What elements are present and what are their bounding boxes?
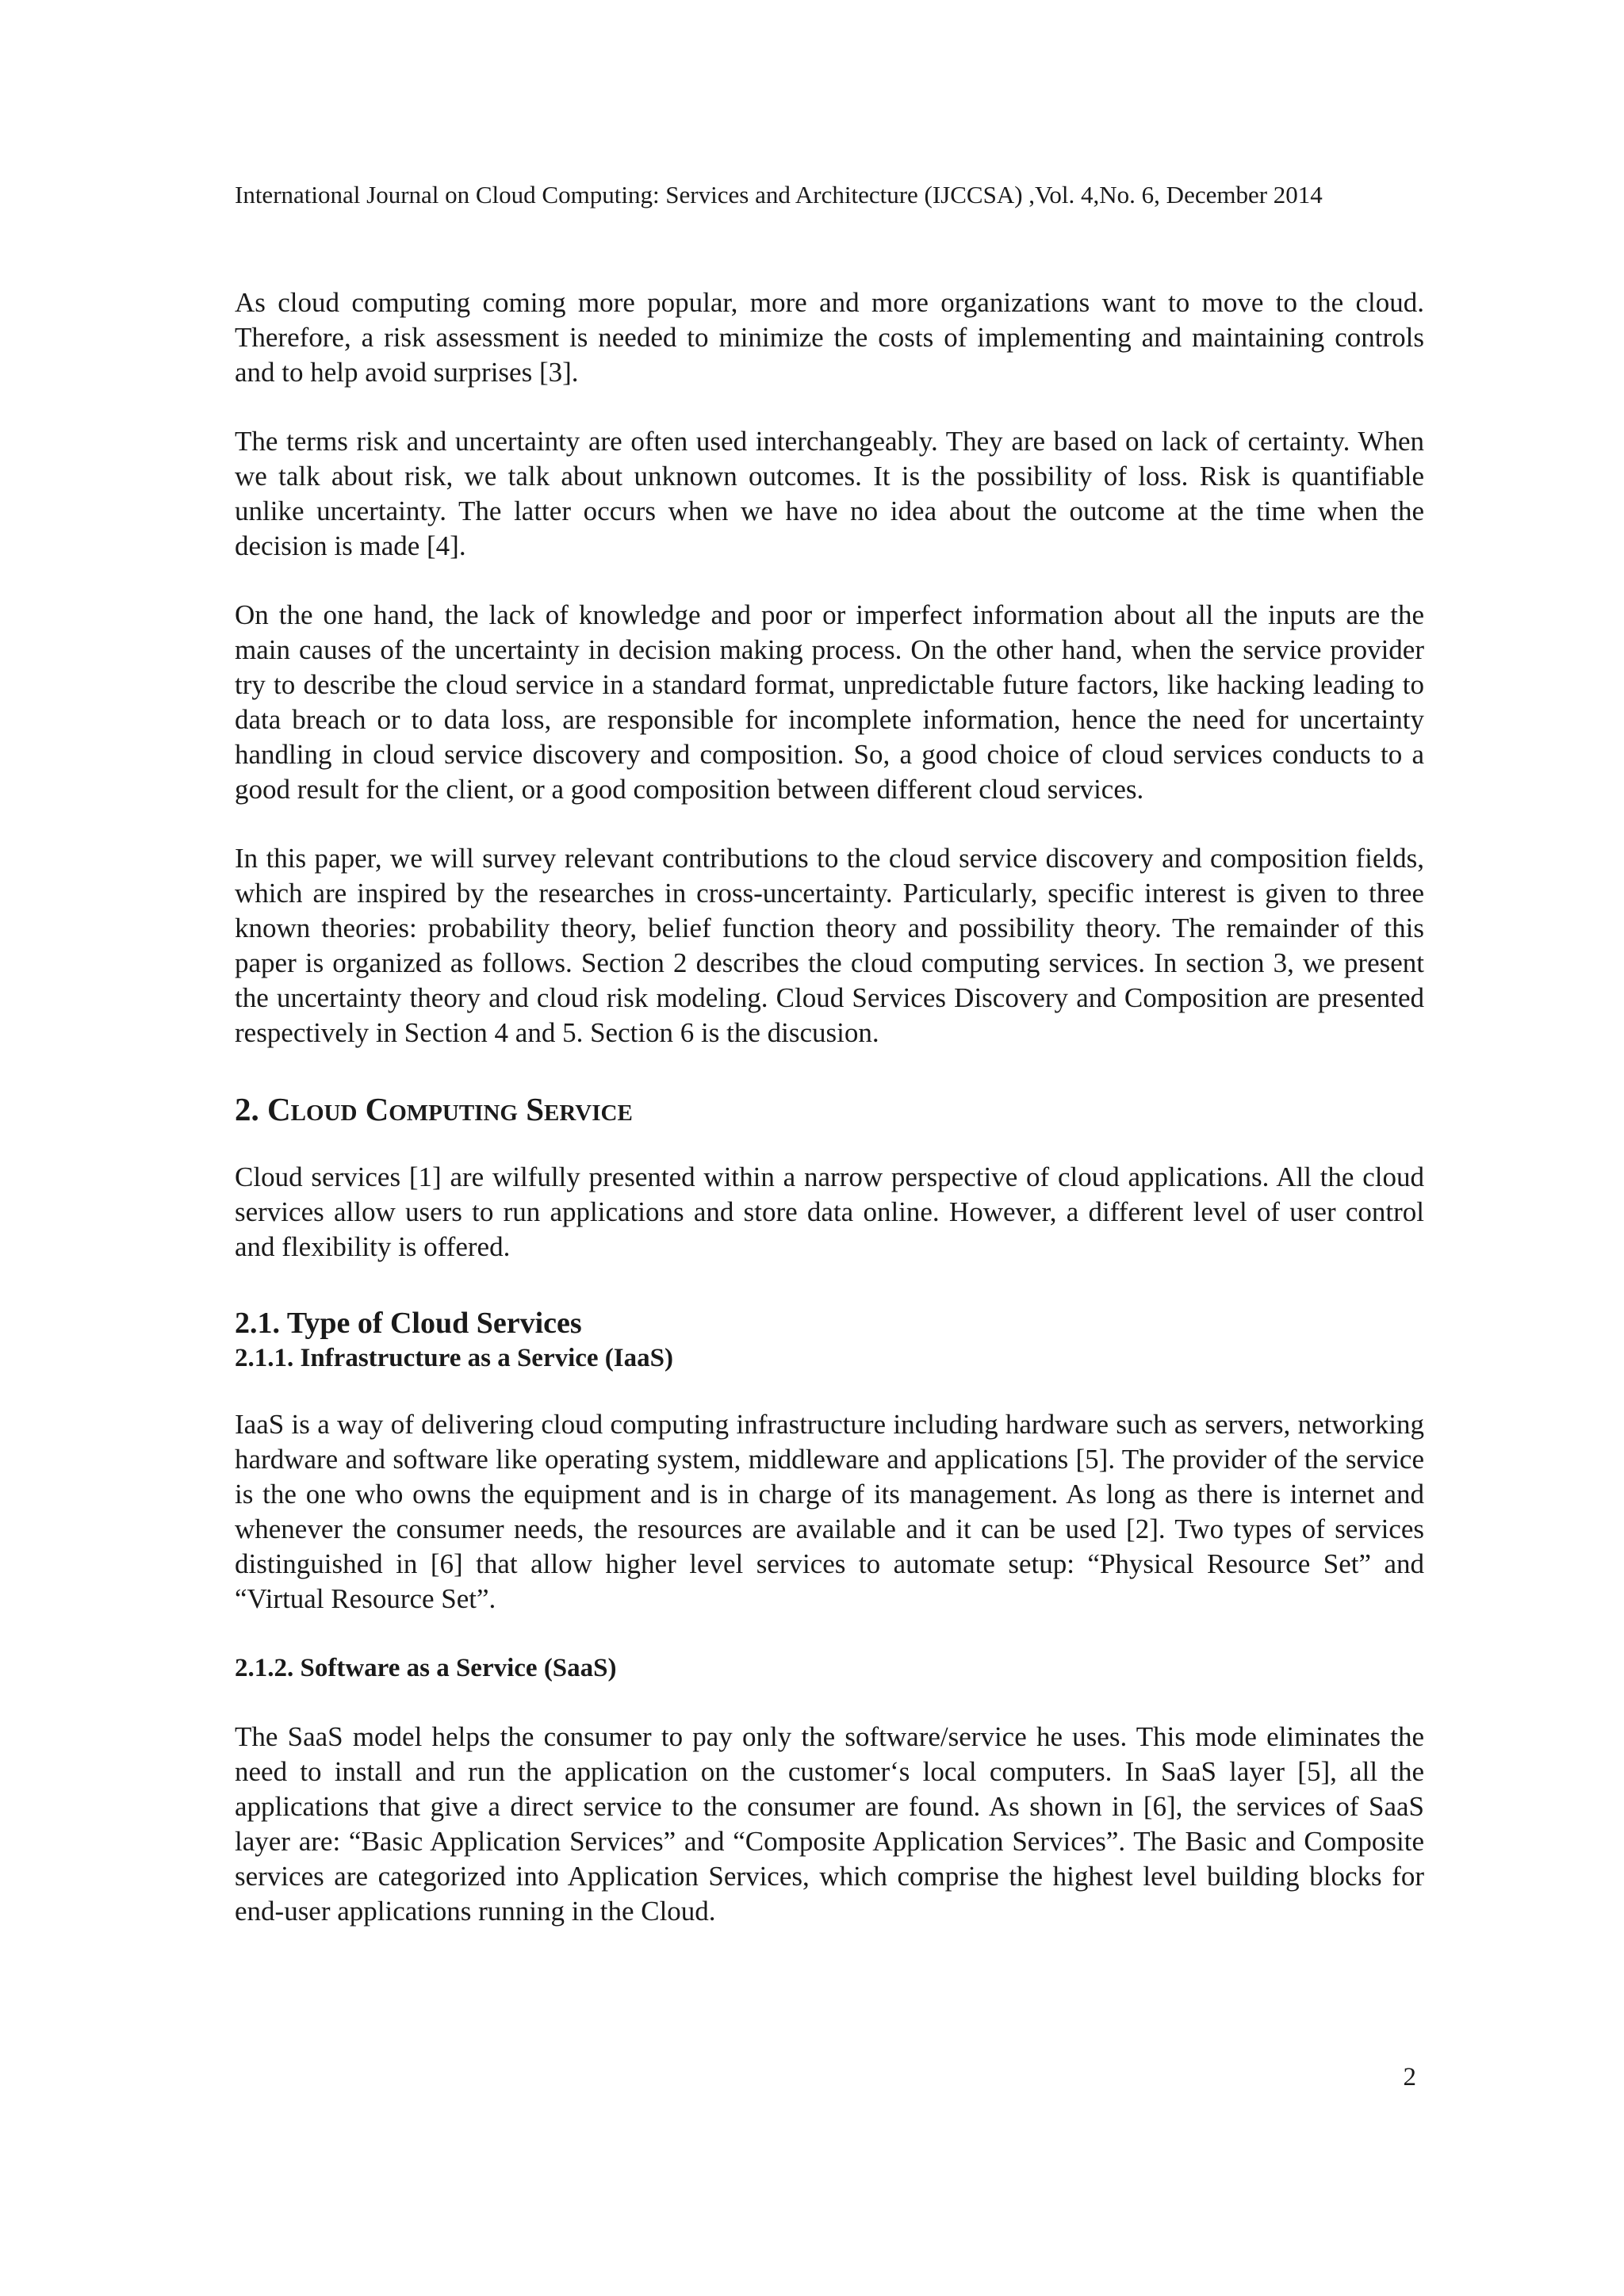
subsection-heading-type-of-cloud-services: 2.1. Type of Cloud Services bbox=[235, 1307, 582, 1340]
subsubsection-heading-saas: 2.1.2. Software as a Service (SaaS) bbox=[235, 1654, 617, 1682]
paragraph-paper-outline: In this paper, we will survey relevant contributions to the cloud service discovery and composition fields, which are inspired by the researches in cross-uncertainty. Particularly, specific interest is given to three known theories: probability theory, belief function theory and possibility theory. The remainder of this paper is organized as follows. Section 2 describes the cloud computing services. In section 3, we present the uncertainty theory and cloud risk modeling. Cloud Services Discovery and Composition are presented respectively in Section 4 and 5. Section 6 is the discusion. bbox=[235, 843, 1424, 1048]
section-number: 2. bbox=[235, 1091, 267, 1127]
paragraph-cloud-services-intro: Cloud services [1] are wilfully presented within a narrow perspective of cloud applications. All the cloud services allow users to run applications and store data online. However, a different level of user control and flexibility is offered. bbox=[235, 1161, 1424, 1262]
section-heading-cloud-computing-service bbox=[235, 1089, 1424, 1130]
running-header: International Journal on Cloud Computing: Services and Architecture (IJCCSA) ,Vol. 4,No. 6, December 2014 bbox=[235, 181, 1323, 209]
paragraph-risk-uncertainty: The terms risk and uncertainty are often used interchangeably. They are based on lack of certainty. When we talk about risk, we talk about unknown outcomes. It is the possibility of loss. Risk is quantifiable unlike uncertainty. The latter occurs when we have no idea about the outcome at the time when the decision is made [4]. bbox=[235, 426, 1424, 561]
page-body bbox=[235, 285, 1424, 1929]
paragraph-risk-assessment: As cloud computing coming more popular, more and more organizations want to move to the cloud. Therefore, a risk assessment is needed to minimize the costs of implementing and maintaining controls and to help avoid surprises [3]. bbox=[235, 287, 1424, 388]
paragraph-saas: The SaaS model helps the consumer to pay only the software/service he uses. This mode eliminates the need to install and run the application on the customer‘s local computers. In SaaS layer [5], all the applications that give a direct service to the consumer are found. As shown in [6], the services of SaaS layer are: “Basic Application Services” and “Composite Application Services”. The Basic and Composite services are categorized into Application Services, which comprise the highest level building blocks for end-user applications running in the Cloud. bbox=[235, 1721, 1424, 1927]
paragraph-uncertainty-causes: On the one hand, the lack of knowledge and poor or imperfect information about all the inputs are the main causes of the uncertainty in decision making process. On the other hand, when the service provider try to describe the cloud service in a standard format, unpredictable future factors, like hacking leading to data breach or to data loss, are responsible for incomplete information, hence the need for uncertainty handling in cloud service discovery and composition. So, a good choice of cloud services conducts to a good result for the client, or a good composition between different cloud services. bbox=[235, 599, 1424, 805]
subsubsection-heading-iaas: 2.1.1. Infrastructure as a Service (IaaS) bbox=[235, 1344, 673, 1372]
section-title: Cloud Computing Service bbox=[267, 1091, 633, 1127]
paragraph-iaas: IaaS is a way of delivering cloud computing infrastructure including hardware such as servers, networking hardware and software like operating system, middleware and applications [5]. The provider of the service is the one who owns the equipment and is in charge of its management. As long as there is internet and whenever the consumer needs, the resources are available and it can be used [2]. Two types of services distinguished in [6] that allow higher level services to automate setup: “Physical Resource Set” and “Virtual Resource Set”. bbox=[235, 1409, 1424, 1614]
page-number: 2 bbox=[1403, 2063, 1416, 2091]
